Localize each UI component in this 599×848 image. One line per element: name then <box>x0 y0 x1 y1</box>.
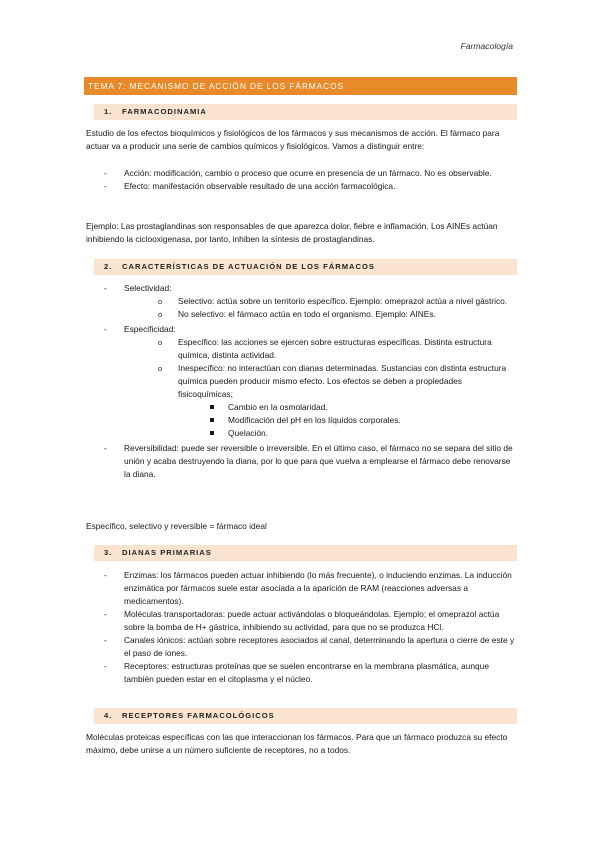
s4-text: Moléculas proteicas específicas con las que interaccionan los fármacos. Para que un fármaco produzca su efecto máximo, debe unirse a un número suficiente de receptores, no a todos. <box>86 732 508 755</box>
subsublist-item: Cambio en la osmolaridad. <box>210 401 516 414</box>
section-number: 4. <box>104 711 113 720</box>
s1-example: Ejemplo: Las prostaglandinas son responsables de que aparezca dolor, fiebre e inflamación. Los AINEs actúan inhibiendo la ciclooxigenasa, por tanto, inhiben la síntesis de prostaglandinas. <box>86 221 498 244</box>
sublist-item: o Selectivo: actúa sobre un territorio específico. Ejemplo: omeprazol actúa a nivel gástrico. <box>158 295 516 308</box>
section-title: FARMACODINAMIA <box>122 107 207 116</box>
subsublist-item: Modificación del pH en los líquidos corporales. <box>210 414 516 427</box>
s1-list <box>104 167 516 193</box>
section-title: RECEPTORES FARMACOLÓGICOS <box>122 711 275 720</box>
section-title: DIANAS PRIMARIAS <box>122 548 212 557</box>
sublist <box>124 295 516 321</box>
page-title: TEMA 7: MECANISMO DE ACCIÓN DE LOS FÁRMACOS <box>84 77 517 95</box>
s1-intro: Estudio de los efectos bioquímicos y fisiológicos de los fármacos y sus mecanismos de acción. El fármaco para actuar va a producir una serie de cambios químicos y fisiológicos. Vamos a distinguir entre: <box>86 128 500 151</box>
list-item-label: Selectividad: <box>124 283 172 293</box>
list-item: - Canales iónicos: actúan sobre receptores asociados al canal, determinando la apertura o cierre de este y el paso de iones. <box>104 634 516 660</box>
list-item: - Acción: modificación, cambio o proceso que ocurre en presencia de un fármaco. No es observable. <box>104 167 516 180</box>
list-item: - Receptores: estructuras proteínas que se suelen encontrarse en la membrana plasmática, aunque también pueden estar en el citoplasma y el núcleo. <box>104 660 516 686</box>
list-item: - Enzimas: los fármacos pueden actuar inhibiendo (lo más frecuente), o induciendo enzimas. La inducción enzimática por fármacos suele estar asociada a la aparición de RAM (reacciones adversas a medicamentos). <box>104 569 516 608</box>
subsublist-item: Quelación. <box>210 427 516 440</box>
s3-list <box>104 569 516 686</box>
course-header: Farmacología <box>460 41 513 51</box>
list-item-reversibilidad: - Reversibilidad: puede ser reversible o irreversible. En el último caso, el fármaco no se separa del sitio de unión y acaba destruyendo la diana, por lo que para que vuelva a emplearse el fármaco debe renovarse la diana. <box>104 442 516 481</box>
sublist-item-text: Inespecífico: no interactúan con dianas determinadas. Sustancias con distinta estructura química pueden producir mismo efecto. Los efectos se deben a propiedades fisicoquímicas; <box>178 363 507 399</box>
sublist <box>124 336 516 440</box>
list-item-label: Especificidad: <box>124 324 176 334</box>
list-item: - Efecto: manifestación observable resultado de una acción farmacológica. <box>104 180 516 193</box>
s2-summary: Específico, selectivo y reversible = fármaco ideal <box>86 521 267 531</box>
section-heading-3 <box>94 545 517 561</box>
list-item-especificidad <box>104 323 516 440</box>
list-item: - Moléculas transportadoras: puede actuar activándolas o bloqueándolas. Ejemplo; el omeprazol actúa sobre la bomba de H+ gástrica, inhibiendo su actividad, para que no se produzca HCl. <box>104 608 516 634</box>
subsublist <box>178 401 516 440</box>
section-number: 1. <box>104 107 113 116</box>
section-number: 2. <box>104 262 113 271</box>
list-item-selectividad <box>104 282 516 321</box>
section-heading-4 <box>94 708 517 724</box>
sublist-item <box>158 362 516 440</box>
sublist-item: o Específico: las acciones se ejercen sobre estructuras específicas. Distinta estructura química, distinta actividad. <box>158 336 516 362</box>
section-heading-1 <box>94 104 517 120</box>
s2-list <box>104 282 516 481</box>
section-title: CARACTERÍSTICAS DE ACTUACIÓN DE LOS FÁRMACOS <box>122 262 375 271</box>
section-number: 3. <box>104 548 113 557</box>
sublist-item: o No selectivo: el fármaco actúa en todo el organismo. Ejemplo: AINEs. <box>158 308 516 321</box>
section-heading-2 <box>94 259 517 275</box>
